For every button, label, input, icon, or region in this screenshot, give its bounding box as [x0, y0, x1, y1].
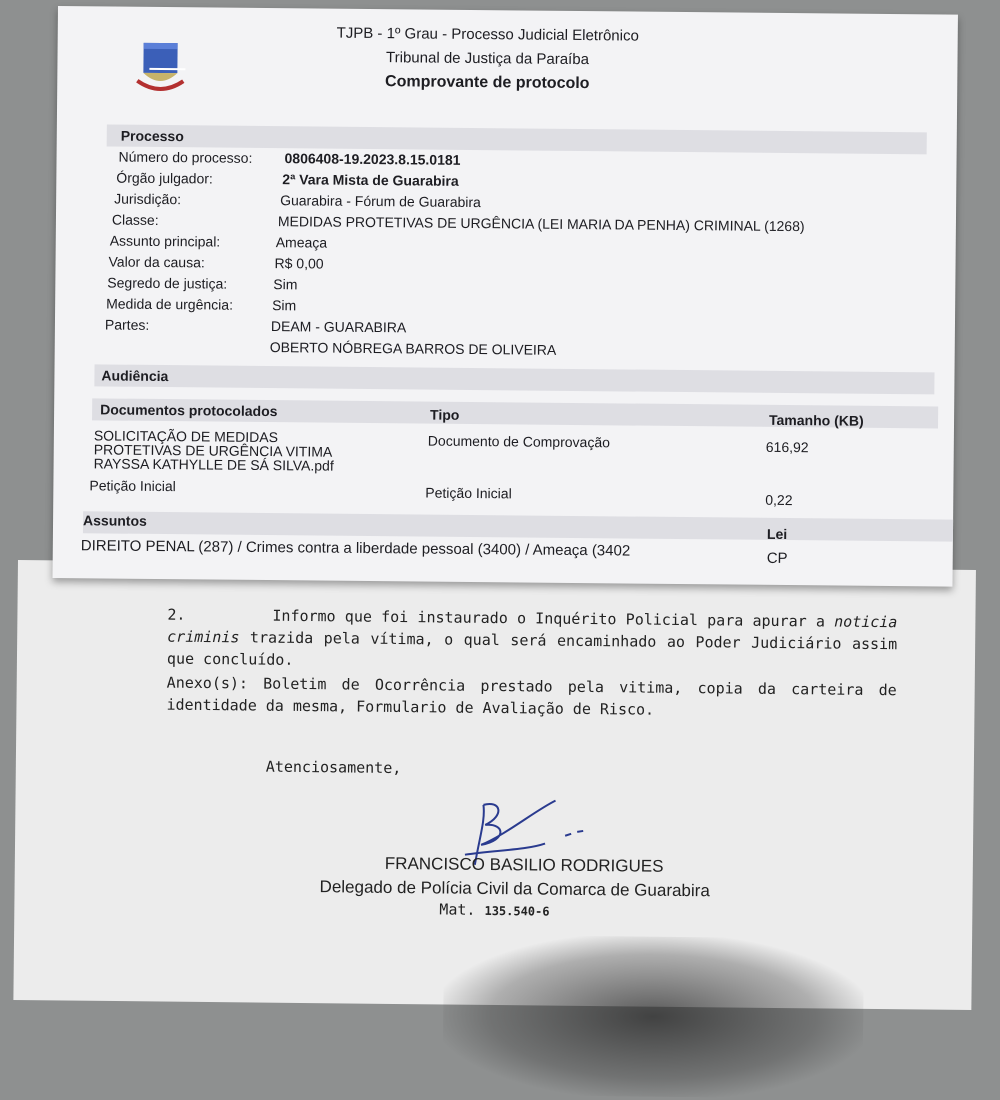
lei-value: CP — [766, 549, 788, 568]
field-label: Valor da causa: — [108, 253, 205, 271]
lei-header: Lei — [766, 525, 788, 543]
doc-name-line: PROTETIVAS DE URGÊNCIA VITIMA — [93, 441, 333, 460]
field-label: Órgão julgador: — [116, 169, 213, 187]
doc-name-line: SOLICITAÇÃO DE MEDIDAS — [93, 427, 279, 446]
doc-row-1-tipo: Documento de Comprovação — [427, 432, 611, 451]
field-label: Medida de urgência: — [106, 295, 234, 313]
signer-name: FRANCISCO BASILIO RODRIGUES — [384, 853, 664, 876]
field-value: 2ª Vara Mista de Guarabira — [282, 171, 459, 189]
registration-value: 135.540-6 — [484, 903, 550, 919]
assuntos-section-title: Assuntos — [82, 512, 147, 529]
col-header-tipo: Tipo — [430, 406, 460, 423]
camera-shadow — [442, 934, 864, 1098]
field-value: DEAM - GUARABIRA — [270, 318, 407, 336]
processo-section-title: Processo — [120, 127, 184, 145]
field-label: Classe: — [111, 211, 159, 228]
col-header-documentos: Documentos protocolados — [100, 401, 278, 420]
signer-role: Delegado de Polícia Civil da Comarca de Guarabira — [319, 877, 710, 901]
field-label: Segredo de justiça: — [107, 274, 228, 292]
paragraph-number: 2. — [167, 605, 186, 624]
assuntos-text: DIREITO PENAL (287) / Crimes contra a liberdade pessoal (3400) / Ameaça (3402 — [80, 537, 631, 560]
header-court-name: Tribunal de Justiça da Paraíba — [385, 49, 590, 69]
doc-row-1-name — [94, 428, 335, 472]
paragraph-2-text-a: Informo que foi instaurado o Inquérito Policial para apurar a — [272, 606, 835, 631]
letter-paragraph-2 — [167, 604, 898, 678]
audiencia-section-bar — [94, 364, 934, 394]
letter-closing: Atenciosamente, — [265, 757, 402, 778]
field-label: Jurisdição: — [114, 190, 182, 208]
letter-annex-paragraph: Anexo(s): Boletim de Ocorrência prestado pela vitima, copia da carteira de identidade da mesma, Formulario de Avaliação de Risco. — [166, 673, 897, 719]
field-label: Assunto principal: — [109, 232, 221, 250]
paraiba-coat-of-arms-icon — [135, 37, 186, 97]
paragraph-2-text-b: trazida pela vítima, o qual será encaminhado ao Poder Judiciário assim que concluído. — [166, 628, 898, 669]
field-value: R$ 0,00 — [274, 255, 324, 272]
doc-row-2-name: Petição Inicial — [89, 477, 176, 495]
field-label: Número do processo: — [118, 148, 253, 166]
field-value: Ameaça — [275, 234, 328, 251]
field-value: MEDIDAS PROTETIVAS DE URGÊNCIA (LEI MARIA DA PENHA) CRIMINAL (1268) — [277, 213, 805, 235]
doc-row-2-tamanho: 0,22 — [765, 491, 793, 509]
registration-label: Mat. — [439, 900, 476, 919]
field-value: Guarabira - Fórum de Guarabira — [280, 192, 481, 211]
signer-registration — [439, 900, 549, 919]
field-value: OBERTO NÓBREGA BARROS DE OLIVEIRA — [269, 339, 557, 358]
audiencia-section-title: Audiência — [101, 367, 169, 385]
document-title: Comprovante de protocolo — [384, 73, 590, 93]
field-label: Partes: — [104, 316, 150, 333]
paragraph-2-emphasis: noticia criminis — [167, 612, 898, 647]
col-header-tamanho: Tamanho (KB) — [768, 411, 864, 429]
field-value: 0806408-19.2023.8.15.0181 — [284, 150, 461, 168]
doc-name-line: RAYSSA KATHYLLE DE SÁ SILVA.pdf — [93, 455, 334, 474]
letter-page — [13, 560, 976, 1010]
header-system-name: TJPB - 1º Grau - Processo Judicial Eletrônico — [336, 24, 639, 45]
field-value: Sim — [273, 276, 298, 293]
doc-row-2-tipo: Petição Inicial — [425, 484, 512, 502]
protocol-receipt-page — [53, 6, 958, 587]
doc-row-1-tamanho: 616,92 — [765, 438, 809, 456]
field-value: Sim — [272, 297, 297, 314]
